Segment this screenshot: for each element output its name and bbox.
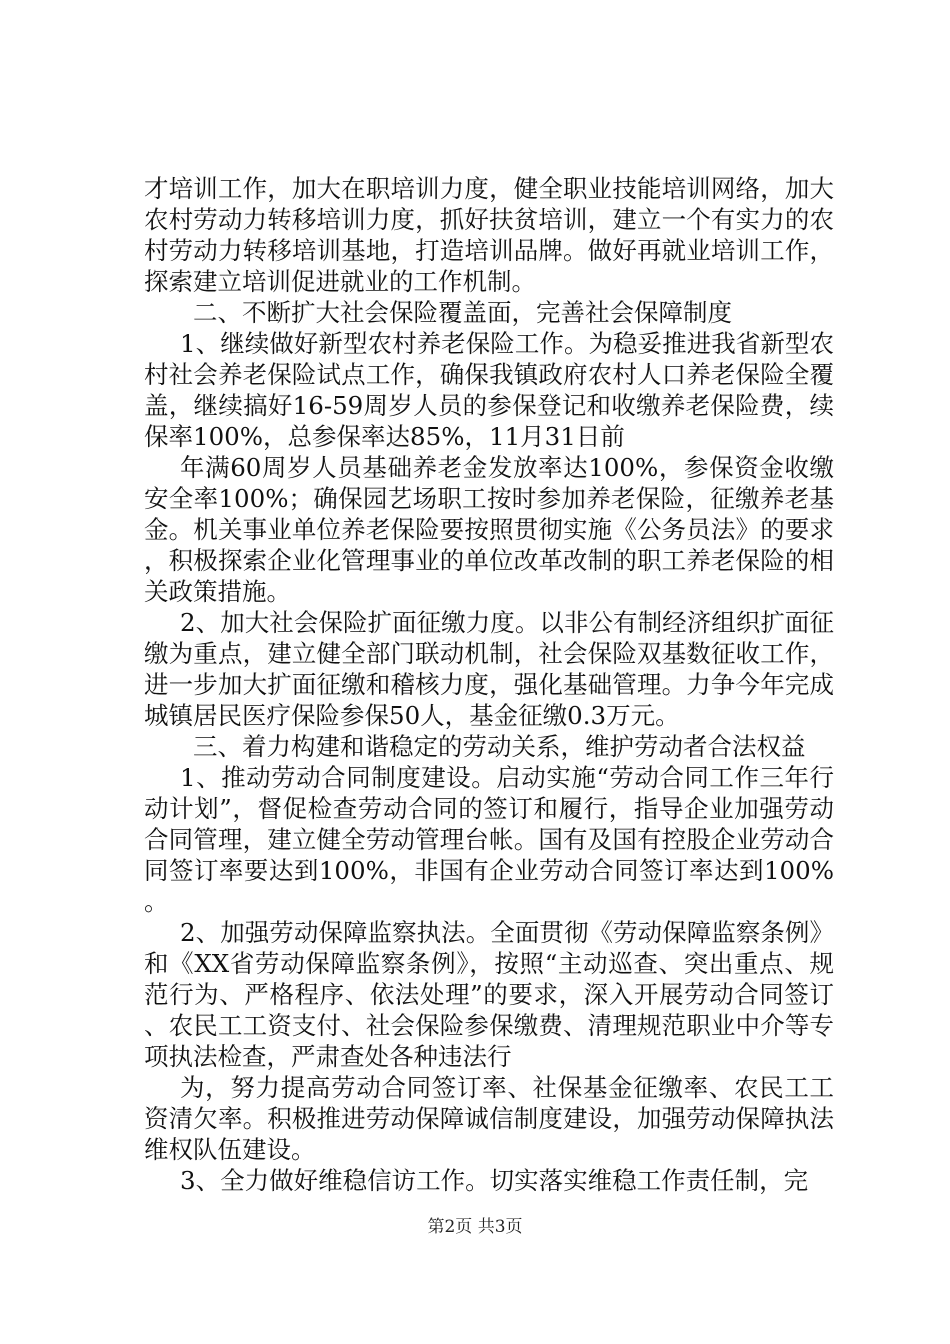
paragraph-labor-inspection: 2、加强劳动保障监察执法。全面贯彻《劳动保障监察条例》和《XX省劳动保障监察条例》，按照“主动巡查、突出重点、规范行为、严格程序、依法处理”的要求，深入开展劳动合同签订、农民工工资支付、社会保险参保缴费、清理规范职业中介等专项执法检查，严肃查处各种违法行 bbox=[144, 918, 834, 1071]
paragraph-insurance-expansion: 2、加大社会保险扩面征缴力度。以非公有制经济组织扩面征缴为重点，建立健全部门联动机制，社会保险双基数征收工作，进一步加大扩面征缴和稽核力度，强化基础管理。力争今年完成城镇居民医疗保险参保50人，基金征缴0.3万元。 bbox=[144, 608, 834, 730]
paragraph-petition-work: 3、全力做好维稳信访工作。切实落实维稳工作责任制，完 bbox=[180, 1166, 809, 1195]
document-body bbox=[144, 173, 834, 1196]
page-number-footer: 第2页 共3页 bbox=[427, 1217, 523, 1237]
paragraph-labor-contracts: 1、推动劳动合同制度建设。启动实施“劳动合同工作三年行动计划”，督促检查劳动合同的签订和履行，指导企业加强劳动合同管理，建立健全劳动管理台帐。国有及国有控股企业劳动合同签订率要达到100%，非国有企业劳动合同签订率达到100%。 bbox=[144, 763, 834, 916]
heading-labor-relations: 三、着力构建和谐稳定的劳动关系，维护劳动者合法权益 bbox=[193, 732, 806, 761]
heading-social-insurance: 二、不断扩大社会保险覆盖面，完善社会保障制度 bbox=[193, 298, 732, 327]
paragraph-training: 才培训工作，加大在职培训力度，健全职业技能培训网络，加大农村劳动力转移培训力度，抓好扶贫培训，建立一个有实力的农村劳动力转移培训基地，打造培训品牌。做好再就业培训工作，探索建立培训促进就业的工作机制。 bbox=[144, 174, 834, 296]
paragraph-pension-rates: 年满60周岁人员基础养老金发放率达100%，参保资金收缴安全率100%；确保园艺场职工按时参加养老保险，征缴养老基金。机关事业单位养老保险要按照贯彻实施《公务员法》的要求，积极探索企业化管理事业的单位改革改制的职工养老保险的相关政策措施。 bbox=[144, 453, 834, 606]
paragraph-rural-pension: 1、继续做好新型农村养老保险工作。为稳妥推进我省新型农村社会养老保险试点工作，确保我镇政府农村人口养老保险全覆盖，继续搞好16-59周岁人员的参保登记和收缴养老保险费，续保率100%，总参保率达85%，11月31日前 bbox=[144, 329, 834, 451]
paragraph-wage-arrears: 为，努力提高劳动合同签订率、社保基金征缴率、农民工工资清欠率。积极推进劳动保障诚信制度建设，加强劳动保障执法维权队伍建设。 bbox=[144, 1073, 834, 1164]
